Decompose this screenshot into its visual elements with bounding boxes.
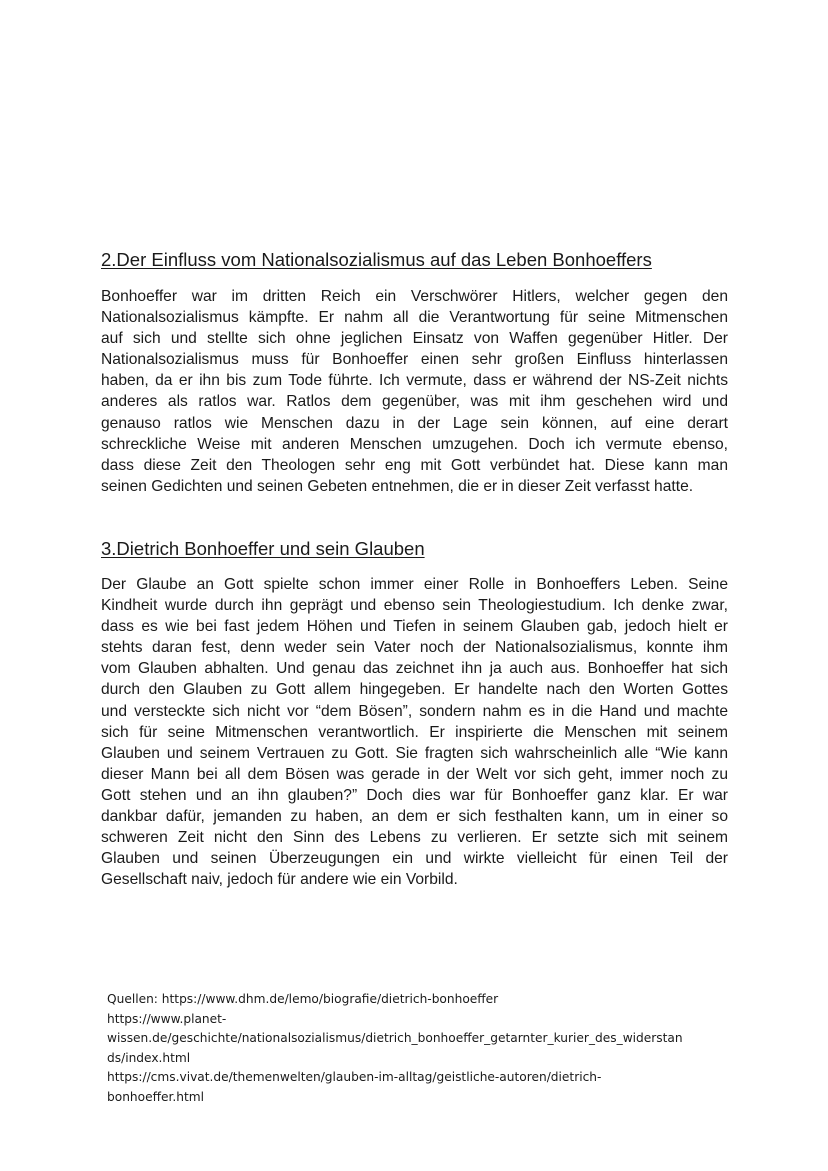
paragraph-line: Der Glaube an Gott spielte schon immer einer Rolle in Bonhoeffers Leben. Seine	[101, 576, 728, 593]
source-line: bonhoeffer.html	[107, 1089, 205, 1104]
paragraph-line: Nationalsozialismus muss für Bonhoeffer einen sehr großen Einfluss hinterlassen	[101, 351, 728, 369]
paragraph-line: dass es wie bei fast jedem Höhen und Tiefen in seinem Glauben gab, jedoch hielt er	[101, 618, 728, 636]
paragraph-line: Glauben und seinen Überzeugungen ein und wirkte vielleicht für einen Teil der	[101, 850, 728, 868]
paragraph-nationalsozialismus	[101, 286, 728, 497]
paragraph-line: Glauben und seinem Vertrauen zu Gott. Sie fragten sich wahrscheinlich alle “Wie kann	[101, 744, 728, 762]
paragraph-line: auf sich und stellte sich ohne jeglichen Einsatz von Waffen gegenüber Hitler. Der	[101, 330, 728, 348]
sources-list	[107, 990, 747, 1107]
paragraph-line: sich für seine Mitmenschen verantwortlich. Er inspirierte die Menschen mit seinem	[101, 723, 728, 741]
section-heading-nationalsozialismus: 2.Der Einfluss vom Nationalsozialismus auf das Leben Bonhoeffers	[101, 249, 652, 270]
paragraph-line: dieser Mann bei all dem Bösen was gerade in der Welt vor sich geht, immer noch zu	[101, 765, 728, 783]
paragraph-line: schreckliche Weise mit anderen Menschen umzugehen. Doch ich vermute ebenso,	[101, 435, 728, 453]
paragraph-line: und versteckte sich nicht vor “dem Bösen”, sondern nahm es in die Hand und machte	[101, 702, 728, 720]
paragraph-glauben	[101, 574, 728, 890]
paragraph-line: dass diese Zeit den Theologen sehr eng mit Gott verbündet hat. Diese kann man	[101, 456, 728, 474]
source-line: https://cms.vivat.de/themenwelten/glauben-im-alltag/geistliche-autoren/dietrich-	[107, 1070, 602, 1084]
paragraph-line: Gott stehen und an ihn glauben?” Doch dies war für Bonhoeffer ganz klar. Er war	[101, 786, 728, 804]
paragraph-line: durch den Glauben zu Gott allem hingegeben. Er handelte nach den Worten Gottes	[101, 681, 728, 699]
paragraph-line: anderes als ratlos war. Ratlos dem gegenüber, was mit ihm geschehen wird und	[101, 393, 728, 411]
paragraph-line: Bonhoeffer war im dritten Reich ein Verschwörer Hitlers, welcher gegen den	[101, 288, 728, 305]
source-line: Quellen: https://www.dhm.de/lemo/biografie/dietrich-bonhoeffer	[107, 992, 499, 1006]
paragraph-line: schweren Zeit nicht den Sinn des Lebens zu verlieren. Er setzte sich mit seinem	[101, 829, 728, 847]
paragraph-line: vom Glauben abhalten. Und genau das zeichnet ihn ja auch aus. Bonhoeffer hat sich	[101, 660, 728, 678]
paragraph-line: haben, da er ihn bis zum Tode führte. Ich vermute, dass er während der NS-Zeit nichts	[101, 372, 728, 390]
paragraph-line: seinen Gedichten und seinen Gebeten entnehmen, die er in dieser Zeit verfasst hatte.	[101, 477, 694, 495]
paragraph-line: Gesellschaft naiv, jedoch für andere wie ein Vorbild.	[101, 871, 458, 889]
source-line: https://www.planet-	[107, 1011, 227, 1026]
paragraph-line: Nationalsozialismus kämpfte. Er nahm all die Verantwortung für seine Mitmenschen	[101, 309, 728, 327]
paragraph-line: dankbar dafür, jemanden zu haben, an dem er sich festhalten kann, um in einer so	[101, 808, 728, 826]
source-line: ds/index.html	[107, 1050, 191, 1065]
section-heading-glauben: 3.Dietrich Bonhoeffer und sein Glauben	[101, 538, 425, 559]
source-line: wissen.de/geschichte/nationalsozialismus/dietrich_bonhoeffer_getarnter_kurier_des_widerstan	[107, 1031, 683, 1045]
paragraph-line: Kindheit wurde durch ihn geprägt und ebenso sein Theologiestudium. Ich denke zwar,	[101, 597, 728, 615]
paragraph-line: genauso ratlos wie Menschen dazu in der Lage sein können, auf eine derart	[101, 414, 728, 432]
paragraph-line: stehts daran fest, denn weder sein Vater noch der Nationalsozialismus, konnte ihm	[101, 639, 728, 657]
